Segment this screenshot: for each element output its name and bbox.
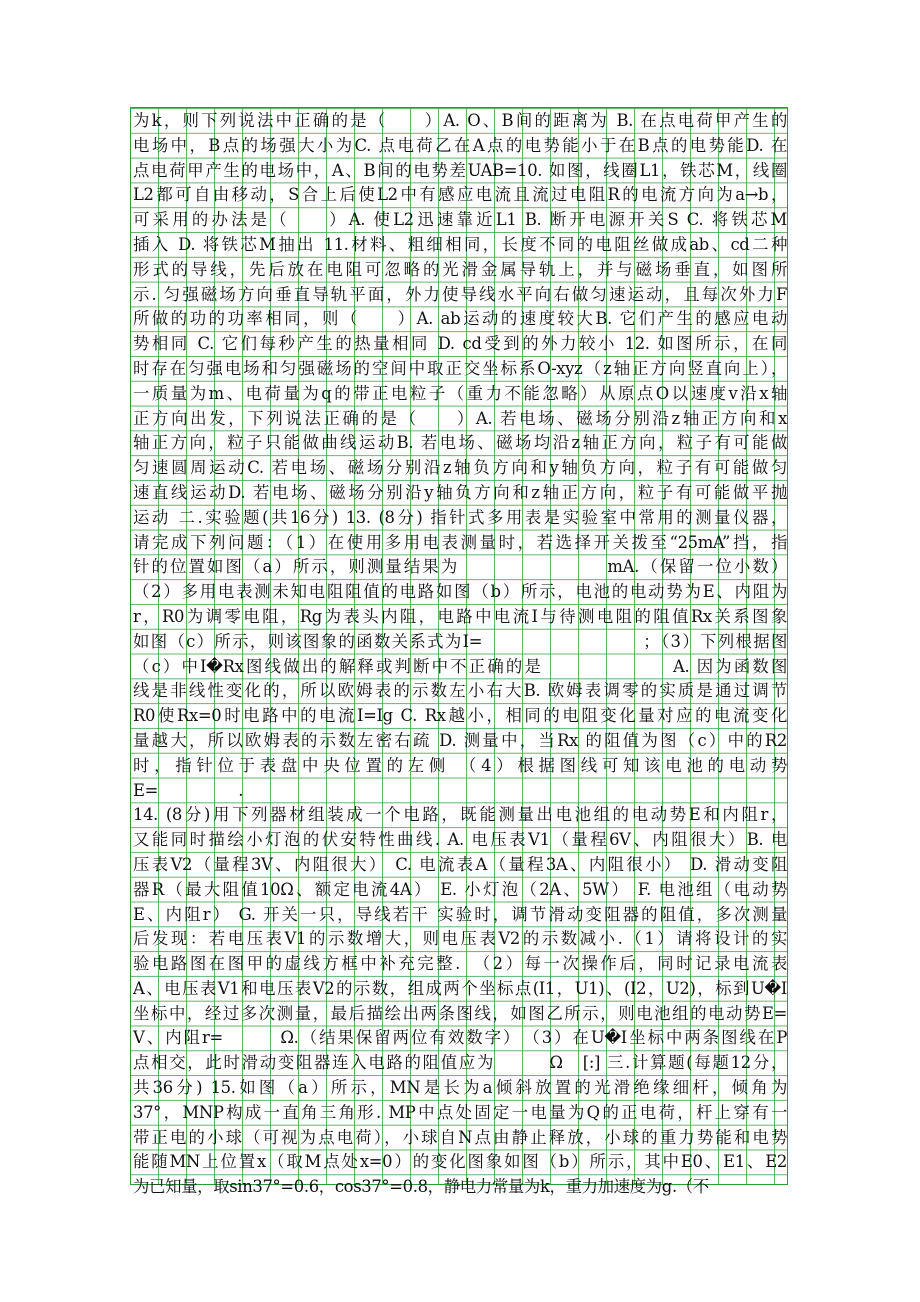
text-line: 所做的功的功率相同，则（ ）A. ab运动的速度较大B. 它们产生的感应电动 bbox=[133, 309, 787, 329]
text-line: 点电荷甲产生的电场中，A、B间的电势差UAB=10. 如图，线圈L1，铁芯M，线圈 bbox=[133, 160, 787, 180]
text-line: 时，指针位于表盘中央位置的左侧 （4）根据图线可知该电池的电动势 bbox=[133, 755, 787, 775]
text-line: R0使Rx=0时电路中的电流I=Ig C. Rx越小，相同的电阻变化量对应的电流变化 bbox=[133, 706, 787, 726]
text-line: 共36分) 15.如图（a）所示，MN是长为a倾斜放置的光滑绝缘细杆，倾角为 bbox=[133, 1078, 787, 1098]
text-line: 点相交，此时滑动变阻器连入电路的阻值应为 Ω [:] 三.计算题(每题12分， bbox=[133, 1053, 787, 1073]
text-line: 形式的导线，先后放在电阻可忽略的光滑金属导轨上，并与磁场垂直，如图所 bbox=[133, 259, 787, 279]
text-line: E= . bbox=[133, 780, 244, 800]
text-line: 压表V2（量程3V、内阻很大） C. 电流表A（量程3A、内阻很小） D. 滑动变阻 bbox=[133, 854, 787, 874]
text-line: 线是非线性变化的，所以欧姆表的示数左小右大B. 欧姆表调零的实质是通过调节 bbox=[133, 681, 787, 701]
text-line: 运动 二.实验题(共16分) 13. (8分) 指针式多用表是实验室中常用的测量仪器， bbox=[133, 507, 787, 527]
text-line: 为已知量，取sin37°=0.6，cos37°=0.8，静电力常量为k，重力加速度为g.（不 bbox=[133, 1177, 709, 1197]
text-line: 时存在匀强电场和匀强磁场的空间中取正交坐标系O-xyz（z轴正方向竖直向上）， bbox=[133, 358, 787, 378]
text-line: 坐标中，经过多次测量，最后描绘出两条图线，如图乙所示，则电池组的电动势E= bbox=[133, 1003, 787, 1023]
text-line: 匀速圆周运动C. 若电场、磁场分别沿z轴负方向和y轴负方向，粒子有可能做匀 bbox=[133, 458, 787, 478]
text-line: 一质量为m、电荷量为q的带正电粒子（重力不能忽略）从原点O以速度v沿x轴 bbox=[133, 383, 787, 403]
text-line: （c）中I�Rx图线做出的解释或判断中不正确的是 A. 因为函数图 bbox=[133, 656, 787, 676]
text-line: 后发现：若电压表V1的示数增大，则电压表V2的示数减小.（1）请将设计的实 bbox=[133, 929, 787, 949]
text-line: 如图（c）所示，则该图象的函数关系式为I= ；（3）下列根据图 bbox=[133, 631, 787, 651]
text-line: A、电压表V1和电压表V2的示数，组成两个坐标点(I1，U1)、(I2，U2)，标到U�I bbox=[133, 978, 787, 998]
text-line: 势相同 C. 它们每秒产生的热量相同 D. cd受到的外力较小 12. 如图所示，在同 bbox=[133, 334, 787, 354]
text-line: 量越大，所以欧姆表的示数左密右疏 D. 测量中，当Rx 的阻值为图（c）中的R2 bbox=[133, 730, 787, 750]
text-line: 37°，MNP构成一直角三角形. MP中点处固定一电量为Q的正电荷，杆上穿有一 bbox=[133, 1102, 787, 1122]
text-line: 速直线运动D. 若电场、磁场分别沿y轴负方向和z轴正方向，粒子有可能做平抛 bbox=[133, 482, 787, 502]
text-line: 为k，则下列说法中正确的是（ ）A. O、B间的距离为 B. 在点电荷甲产生的 bbox=[133, 111, 787, 130]
text-line: 器R（最大阻值10Ω、额定电流4A） E. 小灯泡（2A、5W） F. 电池组（电动势 bbox=[133, 879, 787, 899]
text-line: 针的位置如图（a）所示，则测量结果为 mA.（保留一位小数） bbox=[133, 557, 787, 577]
text-line: 示. 匀强磁场方向垂直导轨平面，外力使导线水平向右做匀速运动，且每次外力F bbox=[133, 284, 787, 304]
text-line: r，R0为调零电阻，Rg为表头内阻，电路中电流I与待测电阻的阻值Rx关系图象 bbox=[133, 606, 787, 626]
text-line: 14. (8分)用下列器材组装成一个电路，既能测量出电池组的电动势E和内阻r， bbox=[133, 805, 787, 825]
text-line: V、内阻r= Ω.（结果保留两位有效数字） （3）在U�I坐标中两条图线在P bbox=[133, 1028, 787, 1048]
text-line: 请完成下列问题：（1）在使用多用电表测量时，若选择开关拨至“25mA”挡，指 bbox=[133, 532, 787, 552]
text-line: （2）多用电表测未知电阻阻值的电路如图（b）所示，电池的电动势为E、内阻为 bbox=[133, 582, 787, 602]
text-line: 带正电的小球（可视为点电荷），小球自N点由静止释放，小球的重力势能和电势 bbox=[133, 1127, 787, 1147]
text-line: 轴正方向，粒子只能做曲线运动B. 若电场、磁场均沿z轴正方向，粒子有可能做 bbox=[133, 433, 787, 453]
text-line: E、内阻r） G. 开关一只，导线若干 实验时，调节滑动变阻器的阻值，多次测量 bbox=[133, 904, 787, 924]
text-line: 正方向出发，下列说法正确的是（ ）A. 若电场、磁场分别沿z轴正方向和x bbox=[133, 408, 787, 428]
text-line: L2都可自由移动，S合上后使L2中有感应电流且流过电阻R的电流方向为a→b， bbox=[133, 185, 787, 205]
document-page bbox=[130, 107, 788, 1197]
text-line: 能随MN上位置x（取M点处x=0）的变化图象如图（b）所示，其中E0、E1、E2 bbox=[133, 1152, 787, 1172]
text-line: 插入 D. 将铁芯M抽出 11.材料、粗细相同，长度不同的电阻丝做成ab、cd二种 bbox=[133, 234, 787, 254]
document-text bbox=[133, 109, 787, 1200]
text-line: 可采用的办法是（ ）A. 使L2迅速靠近L1 B. 断开电源开关S C. 将铁芯M bbox=[133, 210, 787, 230]
text-line: 验电路图在图甲的虚线方框中补充完整. （2）每一次操作后，同时记录电流表 bbox=[133, 954, 787, 974]
text-line: 又能同时描绘小灯泡的伏安特性曲线. A. 电压表V1（量程6V、内阻很大）B. 电 bbox=[133, 830, 787, 850]
text-line: 电场中，B点的场强大小为C. 点电荷乙在A点的电势能小于在B点的电势能D. 在 bbox=[133, 135, 787, 155]
